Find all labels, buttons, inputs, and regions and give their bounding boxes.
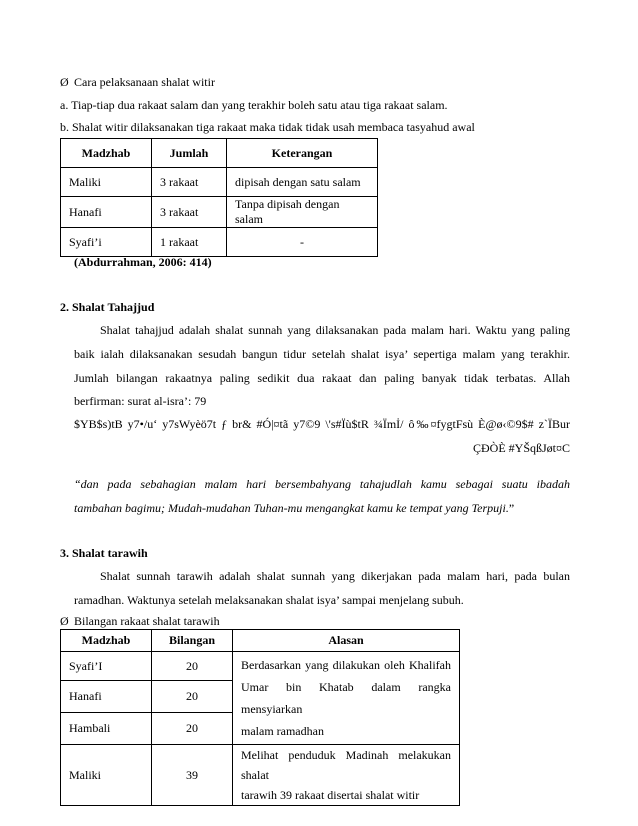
quote-line: tambahan bagimu; Mudah-mudahan Tuhan-mu mengangkat kamu ke tempat yang Terpuji.” <box>74 501 515 515</box>
tahajjud-paragraph-line: baik ialah dilaksanakan sesudah bangun tidur setelah shalat isya’ sepertiga malam yang terakhir. <box>74 347 570 361</box>
table-cell: Tanpa dipisah dengan salam <box>227 197 378 228</box>
table-header-row <box>61 139 378 168</box>
tarawih-paragraph-line: ramadhan. Waktunya setelah melaksanakan shalat isya’ sampai menjelang subuh. <box>74 593 464 607</box>
table-cell: Hambali <box>61 713 152 745</box>
witir-table <box>60 138 378 257</box>
bullet-icon: Ø <box>60 75 69 89</box>
citation: (Abdurrahman, 2006: 414) <box>74 255 212 269</box>
reason-cell: Berdasarkan yang dilakukan oleh Khalifah Umar bin Khatab dalam rangka mensyiarkan malam ramadhan <box>233 652 460 745</box>
witir-line-b: b. Shalat witir dilaksanakan tiga rakaat maka tidak tidak usah membaca tasyahud awal <box>60 120 475 134</box>
witir-line-a: a. Tiap-tiap dua rakaat salam dan yang terakhir boleh satu atau tiga rakaat salam. <box>60 98 448 112</box>
table-header: Madzhab <box>61 139 152 168</box>
table-cell: Maliki <box>61 745 152 806</box>
table-header: Bilangan <box>152 630 233 652</box>
table-cell: 3 rakaat <box>152 168 227 197</box>
table-row <box>61 197 378 228</box>
section-title-tahajjud: 2. Shalat Tahajjud <box>60 300 155 314</box>
table-cell: dipisah dengan satu salam <box>227 168 378 197</box>
table-header: Madzhab <box>61 630 152 652</box>
tahajjud-paragraph-line: berfirman: surat al-isra’: 79 <box>74 394 207 408</box>
table-cell: Syafi’I <box>61 652 152 681</box>
table-cell: Syafi’i <box>61 228 152 257</box>
table-header: Alasan <box>233 630 460 652</box>
table-cell: - <box>227 228 378 257</box>
tahajjud-paragraph-line: Shalat tahajjud adalah shalat sunnah yang dilaksanakan pada malam hari. Waktu yang paling <box>100 323 570 337</box>
table-cell: 39 <box>152 745 233 806</box>
garbled-arabic-line: $YB$s)tB y7•/u‘ y7sWyèö7t ƒ br& #Ó|¤tã y7©9 \'s#Ïù$tR ¾Ïmİ/ ô‰¤fygtFsù È@ø‹©9$# z`ÏBur <box>74 417 570 431</box>
table-cell: 20 <box>152 713 233 745</box>
witir-heading: Ø Cara pelaksanaan shalat witir <box>60 75 215 89</box>
table-header: Keterangan <box>227 139 378 168</box>
table-row <box>61 228 378 257</box>
tarawih-subheading: Ø Bilangan rakaat shalat tarawih <box>60 614 220 628</box>
reason-cell: Melihat penduduk Madinah melakukan shalat tarawih 39 rakaat disertai shalat witir <box>233 745 460 806</box>
table-cell: 3 rakaat <box>152 197 227 228</box>
tarawih-table <box>60 629 460 806</box>
table-cell: Hanafi <box>61 197 152 228</box>
table-cell: Maliki <box>61 168 152 197</box>
table-row <box>61 652 460 681</box>
table-header-row <box>61 630 460 652</box>
garbled-arabic-line: ÇÐÒÈ #YŠqßJøt¤C <box>472 441 570 455</box>
table-cell: 20 <box>152 681 233 713</box>
table-row <box>61 168 378 197</box>
table-row <box>61 745 460 806</box>
table-cell: Hanafi <box>61 681 152 713</box>
table-cell: 1 rakaat <box>152 228 227 257</box>
section-title-tarawih: 3. Shalat tarawih <box>60 546 148 560</box>
tarawih-paragraph-line: Shalat sunnah tarawih adalah shalat sunnah yang dikerjakan pada malam hari, pada bulan <box>100 569 570 583</box>
bullet-icon: Ø <box>60 614 69 628</box>
tahajjud-paragraph-line: Jumlah bilangan rakaatnya paling sedikit dua rakaat dan paling banyak tidak terbatas. Allah <box>74 371 570 385</box>
table-cell: 20 <box>152 652 233 681</box>
table-header: Jumlah <box>152 139 227 168</box>
quote-line: “dan pada sebahagian malam hari bersembahyang tahajudlah kamu sebagai suatu ibadah <box>74 477 570 491</box>
